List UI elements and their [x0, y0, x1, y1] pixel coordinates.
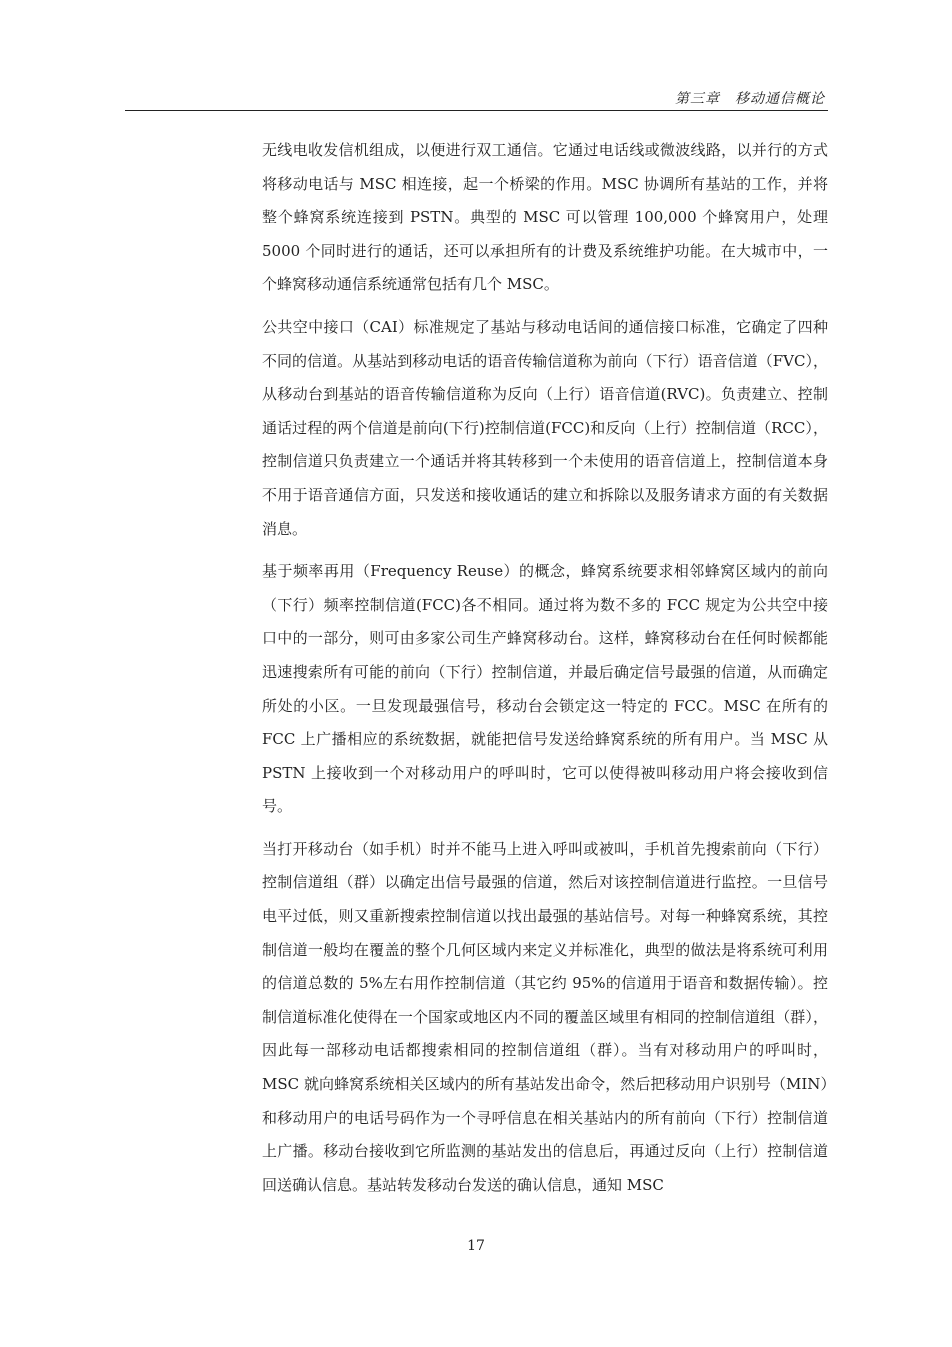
body-text: [262, 134, 828, 1211]
chapter-header: 第三章 移动通信概论: [675, 91, 825, 107]
paragraph-call-setup: 当打开移动台（如手机）时并不能马上进入呼叫或被叫，手机首先搜索前向（下行）控制信道组（群）以确定出信号最强的信道，然后对该控制信道进行监控。一旦信号电平过低，则又重新搜索控制信道以找出最强的基站信号。对每一种蜂窝系统，其控制信道一般均在覆盖的整个几何区域内来定义并标准化，典型的做法是将系统可利用的信道总数的 5%左右用作控制信道（其它约 95%的信道用于语音和数据传输）。控制信道标准化使得在一个国家或地区内不同的覆盖区域里有相同的控制信道组（群），因此每一部移动电话都搜索相同的控制信道组（群）。当有对移动用户的呼叫时，MSC 就向蜂窝系统相关区域内的所有基站发出命令，然后把移动用户识别号（MIN）和移动用户的电话号码作为一个寻呼信息在相关基站内的所有前向（下行）控制信道上广播。移动台接收到它所监测的基站发出的信息后，再通过反向（上行）控制信道回送确认信息。基站转发移动台发送的确认信息，通知 MSC: [262, 839, 828, 1194]
paragraph-cai-channels: 公共空中接口（CAI）标准规定了基站与移动电话间的通信接口标准，它确定了四种不同的信道。从基站到移动电话的语音传输信道称为前向（下行）语音信道（FVC），从移动台到基站的语音传输信道称为反向（上行）语音信道(RVC)。负责建立、控制通话过程的两个信道是前向(下行)控制信道(FCC)和反向（上行）控制信道（RCC），控制信道只负责建立一个通话并将其转移到一个未使用的语音信道上，控制信道本身不用于语音通信方面，只发送和接收通话的建立和拆除以及服务请求方面的有关数据消息。: [262, 317, 828, 538]
paragraph-frequency-reuse: 基于频率再用（Frequency Reuse）的概念，蜂窝系统要求相邻蜂窝区域内的前向（下行）频率控制信道(FCC)各不相同。通过将为数不多的 FCC 规定为公共空中接口中的一部分，则可由多家公司生产蜂窝移动台。这样，蜂窝移动台在任何时候都能迅速搜索所有可能的前向（下行）控制信道，并最后确定信号最强的信道，从而确定所处的小区。一旦发现最强信号，移动台会锁定这一特定的 FCC。MSC 在所有的 FCC 上广播相应的系统数据，就能把信号发送给蜂窝系统的所有用户。当 MSC 从 PSTN 上接收到一个对移动用户的呼叫时，它可以使得被叫移动用户将会接收到信号。: [262, 562, 828, 816]
header-divider: [125, 110, 828, 111]
paragraph-msc-overview: 无线电收发信机组成，以便进行双工通信。它通过电话线或微波线路，以并行的方式将移动电话与 MSC 相连接，起一个桥梁的作用。MSC 协调所有基站的工作，并将整个蜂窝系统连接到 PSTN。典型的 MSC 可以管理 100,000 个蜂窝用户，处理 5000 个同时进行的通话，还可以承担所有的计费及系统维护功能。在大城市中，一个蜂窝移动通信系统通常包括有几个 MSC。: [262, 141, 828, 294]
page-number: 17: [467, 1238, 485, 1254]
